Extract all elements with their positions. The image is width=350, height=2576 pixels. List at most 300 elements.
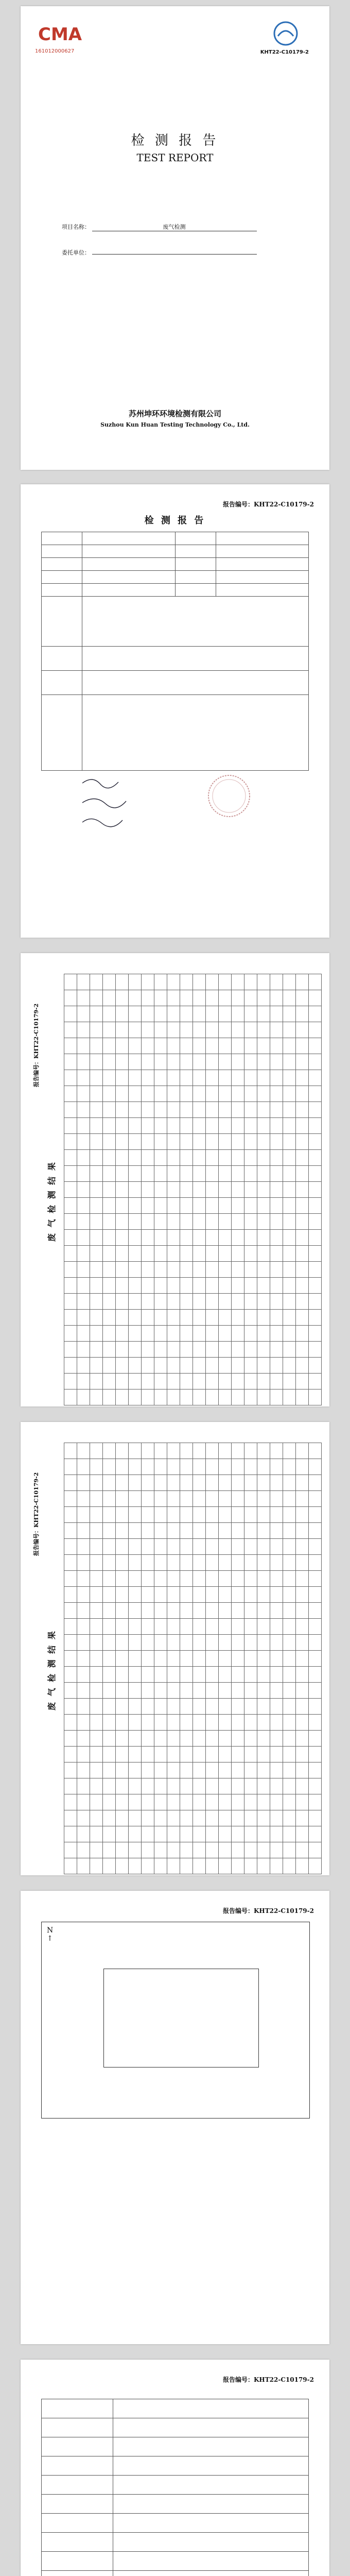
item-name-row — [62, 223, 293, 231]
table-cell — [257, 1603, 270, 1619]
table-cell — [180, 1118, 193, 1134]
table-cell — [167, 1603, 180, 1619]
table-row — [64, 1294, 322, 1310]
table-cell — [142, 1555, 154, 1571]
table-cell — [129, 1150, 142, 1166]
table-cell — [64, 1603, 77, 1619]
table-row — [64, 1858, 322, 1874]
table-cell — [232, 1523, 244, 1539]
table-cell — [116, 1539, 129, 1555]
table-cell — [103, 1523, 116, 1539]
table-cell — [244, 1571, 257, 1587]
table-cell — [77, 1699, 90, 1715]
table-cell — [283, 1198, 296, 1214]
table-cell — [64, 1539, 77, 1555]
table-cell — [193, 1587, 206, 1603]
table-cell — [296, 1198, 309, 1214]
table-cell — [180, 1683, 193, 1699]
table-row — [42, 584, 309, 597]
table-cell — [90, 1054, 103, 1070]
table-cell — [116, 1491, 129, 1507]
table-cell — [232, 1555, 244, 1571]
table-cell — [296, 1747, 309, 1762]
table-cell — [103, 1118, 116, 1134]
table-cell — [142, 1198, 154, 1214]
table-cell — [232, 1842, 244, 1858]
table-cell — [77, 1358, 90, 1374]
table-cell — [180, 1778, 193, 1794]
table-cell — [116, 1342, 129, 1358]
table-cell — [103, 1475, 116, 1491]
table-cell — [90, 1826, 103, 1842]
table-cell — [270, 1022, 283, 1038]
table-cell — [219, 1262, 232, 1278]
table-cell — [309, 1134, 322, 1150]
table-cell — [180, 1443, 193, 1459]
table-cell — [90, 1603, 103, 1619]
table-cell — [103, 1842, 116, 1858]
table-cell — [283, 1038, 296, 1054]
table-cell — [116, 1246, 129, 1262]
table-cell — [129, 1342, 142, 1358]
table-cell — [103, 1555, 116, 1571]
table-cell — [232, 1230, 244, 1246]
table-cell — [257, 1070, 270, 1086]
table-cell — [90, 1214, 103, 1230]
table-cell — [90, 1310, 103, 1326]
table-cell — [232, 1118, 244, 1134]
table-cell — [90, 1389, 103, 1405]
table-row — [64, 990, 322, 1006]
table-cell — [232, 1326, 244, 1342]
table-cell — [244, 1459, 257, 1475]
table-cell — [270, 1294, 283, 1310]
table-cell — [193, 1166, 206, 1182]
table-cell — [64, 1667, 77, 1683]
table-cell — [219, 1619, 232, 1635]
cover-title-cn: 检 测 报 告 — [131, 133, 219, 148]
table-cell — [309, 1491, 322, 1507]
table-cell — [257, 1762, 270, 1778]
table-cell — [90, 1523, 103, 1539]
table-cell — [219, 1102, 232, 1118]
table-cell — [244, 1054, 257, 1070]
table-cell — [180, 1054, 193, 1070]
table-cell — [193, 1715, 206, 1731]
table-cell — [244, 1651, 257, 1667]
summary-page — [21, 484, 329, 938]
table-cell — [296, 1166, 309, 1182]
table-cell — [244, 1507, 257, 1523]
table-cell — [64, 1571, 77, 1587]
table-cell — [90, 1134, 103, 1150]
table-cell — [296, 1246, 309, 1262]
table-cell — [154, 1523, 167, 1539]
table-cell — [244, 1358, 257, 1374]
table-cell — [232, 1715, 244, 1731]
table-cell — [90, 1715, 103, 1731]
table-cell — [244, 1667, 257, 1683]
table-row — [42, 2571, 309, 2576]
table-cell — [206, 1443, 219, 1459]
table-cell — [283, 1842, 296, 1858]
table-cell — [90, 1278, 103, 1294]
table-cell — [90, 1262, 103, 1278]
table-row — [64, 1826, 322, 1842]
table-cell — [167, 1150, 180, 1166]
table-cell — [64, 1459, 77, 1475]
table-cell — [257, 1810, 270, 1826]
table-cell — [309, 1778, 322, 1794]
table-row — [42, 2495, 309, 2514]
table-cell — [142, 1507, 154, 1523]
table-cell — [244, 1230, 257, 1246]
table-cell — [103, 1683, 116, 1699]
table-cell — [206, 1134, 219, 1150]
table-cell — [129, 1651, 142, 1667]
table-cell — [64, 1278, 77, 1294]
table-cell — [206, 1555, 219, 1571]
table-row — [64, 1086, 322, 1102]
table-cell — [103, 1389, 116, 1405]
table-cell — [219, 1166, 232, 1182]
table-cell — [219, 1389, 232, 1405]
table-cell — [257, 1778, 270, 1794]
table-cell — [129, 1198, 142, 1214]
table-cell — [180, 1635, 193, 1651]
table-cell — [206, 1667, 219, 1683]
table-cell — [193, 1475, 206, 1491]
table-cell — [219, 1731, 232, 1747]
map-page — [21, 1891, 329, 2344]
table-cell — [167, 1086, 180, 1102]
table-cell — [77, 1778, 90, 1794]
table-cell — [296, 974, 309, 990]
table-cell — [103, 1070, 116, 1086]
table-cell — [296, 1571, 309, 1587]
table-cell — [244, 1006, 257, 1022]
table-cell — [129, 1539, 142, 1555]
table-cell — [232, 1619, 244, 1635]
table-cell — [77, 1310, 90, 1326]
table-cell — [309, 974, 322, 990]
table-cell — [257, 974, 270, 990]
table-cell — [116, 1699, 129, 1715]
table-cell — [270, 1214, 283, 1230]
table-row — [42, 2418, 309, 2437]
table-cell — [77, 1507, 90, 1523]
table-cell — [180, 1038, 193, 1054]
table-cell — [232, 1507, 244, 1523]
table-cell — [103, 990, 116, 1006]
table-cell — [296, 990, 309, 1006]
table-cell — [180, 1342, 193, 1358]
table-cell — [142, 990, 154, 1006]
table-cell — [206, 1635, 219, 1651]
table-cell — [129, 1715, 142, 1731]
table-cell — [154, 1022, 167, 1038]
table-cell — [270, 1086, 283, 1102]
table-cell — [90, 1198, 103, 1214]
table-cell — [167, 1491, 180, 1507]
table-cell — [309, 1667, 322, 1683]
table-cell — [309, 1842, 322, 1858]
table-row — [64, 1443, 322, 1459]
table-cell — [142, 1603, 154, 1619]
table-cell — [270, 1539, 283, 1555]
table-cell — [232, 1443, 244, 1459]
table-cell — [219, 1842, 232, 1858]
table-row — [64, 1794, 322, 1810]
table-cell — [244, 1118, 257, 1134]
table-cell — [116, 1555, 129, 1571]
table-cell — [116, 1603, 129, 1619]
table-cell — [257, 1038, 270, 1054]
table-cell — [296, 1794, 309, 1810]
table-cell — [193, 1683, 206, 1699]
table-cell — [219, 1310, 232, 1326]
table-cell — [116, 1150, 129, 1166]
table-cell — [90, 1443, 103, 1459]
table-cell — [167, 1278, 180, 1294]
table-cell — [193, 1443, 206, 1459]
table-cell — [116, 1022, 129, 1038]
table-cell — [244, 1214, 257, 1230]
table-cell — [167, 1571, 180, 1587]
table-cell — [64, 1150, 77, 1166]
table-cell — [77, 1246, 90, 1262]
table-cell — [142, 1326, 154, 1342]
table-cell — [193, 1278, 206, 1294]
table-cell — [193, 1810, 206, 1826]
table-cell — [309, 1182, 322, 1198]
table-cell — [129, 1326, 142, 1342]
table-cell — [309, 1342, 322, 1358]
table-cell — [309, 1507, 322, 1523]
table-cell — [116, 1294, 129, 1310]
table-cell — [283, 1826, 296, 1842]
table-cell — [116, 1507, 129, 1523]
table-cell — [270, 1006, 283, 1022]
table-cell — [64, 1762, 77, 1778]
table-cell — [154, 1310, 167, 1326]
table-cell — [116, 1262, 129, 1278]
table-cell — [116, 1102, 129, 1118]
table-cell — [103, 1134, 116, 1150]
table-cell — [64, 1619, 77, 1635]
table-cell — [180, 1006, 193, 1022]
table-cell — [154, 1294, 167, 1310]
table-cell — [116, 1715, 129, 1731]
table-cell — [309, 1731, 322, 1747]
table-cell — [129, 1358, 142, 1374]
table-cell — [77, 1070, 90, 1086]
table-cell — [142, 1230, 154, 1246]
table-cell — [219, 1006, 232, 1022]
table-row — [64, 1603, 322, 1619]
table-cell — [142, 1699, 154, 1715]
table-cell — [142, 1762, 154, 1778]
table-cell — [129, 1459, 142, 1475]
table-cell — [270, 1858, 283, 1874]
table-cell — [77, 1731, 90, 1747]
table-cell — [154, 1651, 167, 1667]
table-cell — [206, 1358, 219, 1374]
table-cell — [167, 1619, 180, 1635]
table-cell — [206, 1294, 219, 1310]
table-row — [64, 1507, 322, 1523]
table-cell — [296, 1699, 309, 1715]
table-cell — [257, 1134, 270, 1150]
table-cell — [129, 1118, 142, 1134]
table-cell — [257, 1358, 270, 1374]
table-cell — [309, 1310, 322, 1326]
table-cell — [154, 1858, 167, 1874]
table-cell — [129, 1507, 142, 1523]
table-cell — [167, 1214, 180, 1230]
table-cell — [180, 1182, 193, 1198]
table-cell — [296, 1150, 309, 1166]
table-cell — [270, 1166, 283, 1182]
table-cell — [270, 990, 283, 1006]
table-cell — [232, 1475, 244, 1491]
table-cell — [154, 1006, 167, 1022]
table-row — [64, 1230, 322, 1246]
table-cell — [64, 1374, 77, 1389]
table-cell — [90, 1699, 103, 1715]
table-cell — [257, 1310, 270, 1326]
table-cell — [244, 1374, 257, 1389]
table-cell — [219, 1571, 232, 1587]
table-cell — [193, 1182, 206, 1198]
table-cell — [309, 1118, 322, 1134]
table-cell — [309, 1374, 322, 1389]
table-cell — [257, 1118, 270, 1134]
table-cell — [116, 1683, 129, 1699]
table-cell — [142, 1539, 154, 1555]
table-cell — [154, 1443, 167, 1459]
table-cell — [116, 1778, 129, 1794]
table-cell — [270, 1182, 283, 1198]
table-cell — [64, 1858, 77, 1874]
table-cell — [142, 1150, 154, 1166]
table-cell — [219, 1038, 232, 1054]
table-cell — [103, 1022, 116, 1038]
table-row — [64, 1523, 322, 1539]
table-cell — [103, 1102, 116, 1118]
table-cell — [77, 1858, 90, 1874]
table-cell — [244, 1150, 257, 1166]
table-cell — [270, 1555, 283, 1571]
result-1-title: 废 气 检 测 结 果 — [47, 1161, 57, 1242]
table-cell — [116, 990, 129, 1006]
table-cell — [103, 1230, 116, 1246]
table-cell — [116, 1310, 129, 1326]
table-cell — [296, 1826, 309, 1842]
table-cell — [77, 1389, 90, 1405]
table-cell — [90, 1507, 103, 1523]
table-cell — [64, 1507, 77, 1523]
table-cell — [103, 1619, 116, 1635]
table-cell — [232, 1794, 244, 1810]
brand-circle-icon — [273, 21, 299, 46]
table-cell — [116, 1731, 129, 1747]
table-cell — [103, 1086, 116, 1102]
table-cell — [232, 1102, 244, 1118]
table-cell — [116, 1038, 129, 1054]
table-cell — [64, 1294, 77, 1310]
table-cell — [103, 1374, 116, 1389]
table-cell — [244, 1182, 257, 1198]
table-cell — [309, 1715, 322, 1731]
table-cell — [193, 1326, 206, 1342]
table-cell — [270, 1278, 283, 1294]
table-cell — [167, 1699, 180, 1715]
table-cell — [193, 1389, 206, 1405]
table-cell — [232, 990, 244, 1006]
table-row — [42, 558, 309, 571]
table-cell — [270, 1070, 283, 1086]
site-map — [41, 1922, 310, 2119]
table-cell — [206, 1507, 219, 1523]
table-cell — [64, 1022, 77, 1038]
table-cell — [116, 1006, 129, 1022]
table-cell — [90, 1539, 103, 1555]
table-cell — [193, 1699, 206, 1715]
table-cell — [244, 990, 257, 1006]
table-cell — [116, 1182, 129, 1198]
table-cell — [232, 1571, 244, 1587]
table-cell — [116, 1619, 129, 1635]
table-cell — [180, 990, 193, 1006]
table-cell — [206, 1651, 219, 1667]
table-cell — [154, 1326, 167, 1342]
table-cell — [154, 1507, 167, 1523]
table-cell — [180, 1475, 193, 1491]
table-cell — [90, 1006, 103, 1022]
table-cell — [193, 1826, 206, 1842]
table-cell — [116, 1794, 129, 1810]
table-cell — [219, 1635, 232, 1651]
table-cell — [180, 1731, 193, 1747]
table-cell — [167, 1310, 180, 1326]
table-cell — [257, 1826, 270, 1842]
table-cell — [154, 1262, 167, 1278]
table-cell — [244, 1022, 257, 1038]
table-cell — [77, 1054, 90, 1070]
table-cell — [283, 1762, 296, 1778]
table-cell — [296, 1214, 309, 1230]
table-cell — [180, 974, 193, 990]
table-cell — [219, 1603, 232, 1619]
table-cell — [244, 1587, 257, 1603]
table-cell — [270, 1762, 283, 1778]
table-cell — [232, 1651, 244, 1667]
table-cell — [232, 1587, 244, 1603]
table-cell — [206, 1326, 219, 1342]
table-cell — [180, 1294, 193, 1310]
table-cell — [193, 1246, 206, 1262]
table-cell — [296, 1603, 309, 1619]
table-cell — [154, 1555, 167, 1571]
table-cell — [129, 1006, 142, 1022]
table-cell — [103, 1858, 116, 1874]
table-cell — [206, 1603, 219, 1619]
table-cell — [167, 1459, 180, 1475]
table-cell — [257, 1475, 270, 1491]
table-cell — [167, 1006, 180, 1022]
table-cell — [77, 1571, 90, 1587]
